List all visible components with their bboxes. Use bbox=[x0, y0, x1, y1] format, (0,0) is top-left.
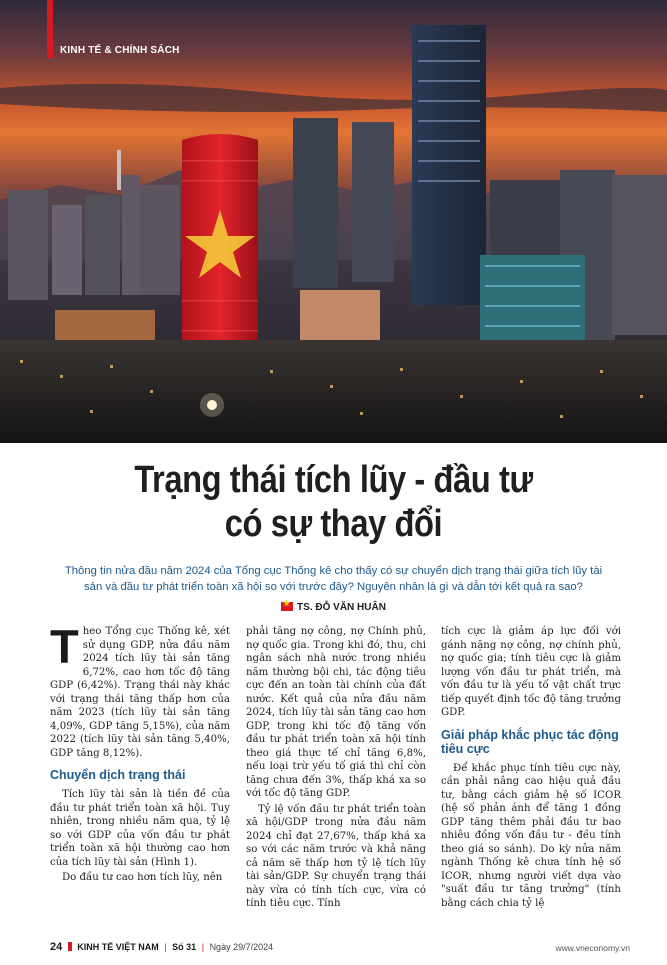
paragraph: Do đầu tư cao hơn tích lũy, nên bbox=[62, 872, 223, 883]
headline-line-2: có sự thay đổi bbox=[224, 503, 443, 545]
section-accent-bar bbox=[47, 0, 53, 58]
paragraph: Để khắc phục tính tiêu cực này, cần phải nâng cao hiệu quả đầu tư, bằng cách giảm hệ số ICOR (hệ số phản ánh để tăng 1 đồng GDP tăng thêm phải đầu tư bao nhiêu đồng vốn đầu tư - đều tính theo giá so sánh). Do kỳ nửa năm ngành Thống kê chưa tính hệ số ICOR, nhưng người viết dựa vào "suất đầu tư tăng trưởng" (tính bằng cách chia tỷ lệ bbox=[441, 762, 621, 909]
paragraph: phải tăng nợ công, nợ Chính phủ, nợ quốc gia. Trong khi đó, thu, chi ngân sách nhà nước trong nhiều năm thường bội chi, tác động tiêu cực đến an toàn tài chính của đất nước. Kết quả của nửa đầu năm 2024, tích lũy tài sản tăng cao hơn GDP, trong khi tốc độ tăng vốn đầu tư phát triển toàn xã hội tính theo giá thực tế chỉ tăng 6,8%, nếu loại trừ yếu tố giá thì chỉ còn tăng chưa đến 3%, thấp khá xa so với tốc độ tăng GDP. bbox=[246, 626, 426, 799]
column-1 bbox=[50, 620, 230, 887]
column-2 bbox=[246, 625, 426, 913]
paragraph-intro: Theo Tổng cục Thống kê, xét sử dụng GDP, nửa đầu năm 2024 tích lũy tài sản tăng 6,72%, cao hơn tốc độ tăng GDP (6,42%). Trạng thái này khác với trạng thái tăng thấp hơn của năm 2023 (tích lũy tài sản tăng 4,09%, GDP tăng 5,15%), của năm 2022 (tích lũy tài sản tăng 5,40%, GDP tăng 8,12%). bbox=[50, 620, 230, 759]
column-3 bbox=[441, 625, 621, 912]
hero-photo bbox=[0, 0, 667, 443]
subhead-chuyen-dich: Chuyển dịch trạng thái bbox=[50, 768, 186, 782]
footer-separator: | bbox=[164, 942, 167, 952]
section-label: KINH TẾ & CHÍNH SÁCH bbox=[60, 45, 180, 56]
subhead-giai-phap: Giải pháp khắc phục tác động tiêu cực bbox=[441, 727, 619, 756]
footer-separator: | bbox=[201, 942, 205, 952]
article-headline bbox=[98, 458, 568, 546]
paragraph: Tỷ lệ vốn đầu tư phát triển toàn xã hội/GDP trong nửa đầu năm 2024 chỉ đạt 27,67%, thấp khá xa so với các năm trước và khả năng cả năm sẽ thấp hơn tỷ lệ tích lũy tài sản/GDP. Sự chuyển trạng thái này vừa có tính tích cực, vừa có tính tiêu cực. Tính bbox=[246, 803, 426, 909]
website-link[interactable]: www.vneconomy.vn bbox=[555, 943, 630, 953]
byline bbox=[0, 602, 667, 613]
page-footer bbox=[50, 941, 630, 957]
headline-line-1: Trạng thái tích lũy - đầu tư bbox=[134, 459, 533, 501]
issue-date: Ngày 29/7/2024 bbox=[209, 942, 274, 952]
issue-number: Số 31 bbox=[172, 942, 197, 952]
article-lede: Thông tin nửa đầu năm 2024 của Tổng cục Thống kê cho thấy có sự chuyển dịch trạng thái giữa tích lũy tài sản và đầu tư phát triển toàn xã hội so với trước đây? Nguyên nhân là gì và dẫn tới kết quả ra sao? bbox=[64, 565, 603, 593]
city-skyline-illustration bbox=[0, 0, 667, 443]
page-number: 24 bbox=[50, 941, 63, 953]
magazine-name: KINH TẾ VIỆT NAM bbox=[77, 942, 159, 952]
footer-accent-bar bbox=[68, 942, 72, 951]
paragraph: Tích lũy tài sản là tiền đề của đầu tư phát triển toàn xã hội. Tuy nhiên, trong nhiều năm qua, tỷ lệ so với GDP của vốn đầu tư phát triển toàn xã hội thường cao hơn của tích lũy tài sản (Hình 1). bbox=[50, 789, 230, 868]
dropcap: T bbox=[50, 620, 79, 673]
paragraph: tích cực là giảm áp lực đối với gánh nặng nợ công, nợ chính phủ, nợ quốc gia; tính tiêu cực là giảm lượng vốn đầu tư phát triển, mà vốn đầu tư là yếu tố vật chất trực tiếp quyết định tốc độ tăng trưởng GDP. bbox=[441, 626, 621, 718]
author-name: TS. ĐỖ VĂN HUÂN bbox=[297, 602, 386, 613]
vietnam-flag-icon bbox=[281, 602, 293, 611]
